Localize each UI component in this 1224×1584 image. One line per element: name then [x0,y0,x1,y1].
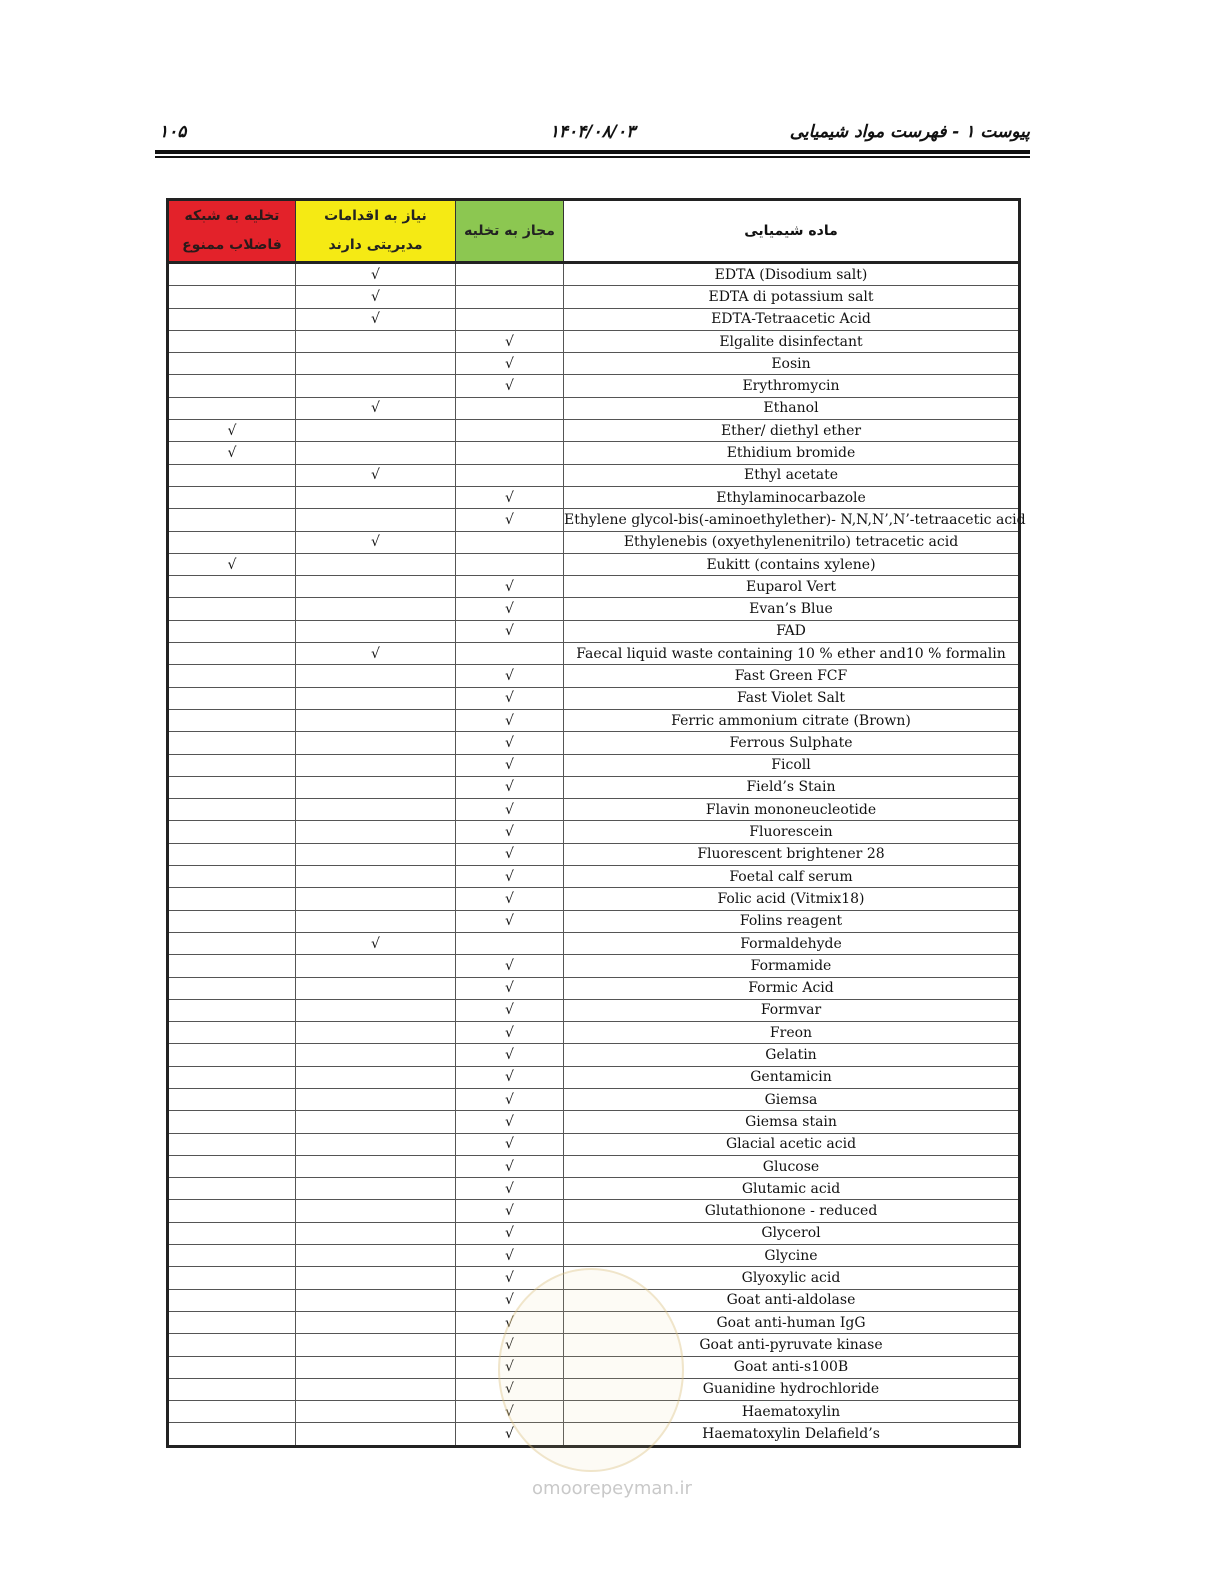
table-row [168,553,1020,575]
mark-prohibited [168,1022,296,1044]
mark-management [296,999,456,1021]
mark-permitted [456,420,564,442]
chemical-name: Fluorescein [564,821,1020,843]
table-row [168,531,1020,553]
chemical-name: Glycine [564,1245,1020,1267]
mark-management [296,821,456,843]
chemical-name: Eosin [564,353,1020,375]
mark-management [296,754,456,776]
chemical-name: Folic acid (Vitmix18) [564,888,1020,910]
mark-management [296,1356,456,1378]
chemical-name: Foetal calf serum [564,866,1020,888]
chemical-name: Goat anti-s100B [564,1356,1020,1378]
chemical-name: Flavin mononeucleotide [564,799,1020,821]
mark-management: √ [296,397,456,419]
mark-management [296,553,456,575]
chemical-name: Giemsa [564,1088,1020,1110]
page-number: ۱۰۵ [159,122,187,142]
mark-permitted: √ [456,620,564,642]
mark-permitted: √ [456,910,564,932]
mark-prohibited [168,263,296,286]
table-header-row [168,200,1020,263]
mark-management [296,776,456,798]
table-row [168,932,1020,954]
mark-prohibited [168,509,296,531]
mark-prohibited [168,531,296,553]
mark-prohibited [168,776,296,798]
table-row [168,709,1020,731]
chemical-name: EDTA (Disodium salt) [564,263,1020,286]
mark-prohibited [168,1155,296,1177]
mark-prohibited [168,598,296,620]
mark-prohibited [168,1088,296,1110]
chemical-name: Haematoxylin Delafield’s [564,1423,1020,1446]
mark-prohibited [168,464,296,486]
table-row [168,308,1020,330]
table-row [168,754,1020,776]
chemical-name: Guanidine hydrochloride [564,1378,1020,1400]
chemical-name: Goat anti-aldolase [564,1289,1020,1311]
mark-permitted: √ [456,1222,564,1244]
watermark-text: omoorepeyman.ir [532,1478,692,1499]
chemical-name: Faecal liquid waste containing 10 % ether and10 % formalin [564,643,1020,665]
table-row [168,509,1020,531]
mark-prohibited [168,955,296,977]
mark-management [296,1133,456,1155]
mark-permitted [456,553,564,575]
mark-permitted [456,263,564,286]
chemical-name: Field’s Stain [564,776,1020,798]
mark-permitted: √ [456,1245,564,1267]
mark-permitted [456,442,564,464]
mark-permitted [456,397,564,419]
table-row [168,1111,1020,1133]
mark-management [296,665,456,687]
chemical-name: Gelatin [564,1044,1020,1066]
mark-management [296,353,456,375]
mark-permitted: √ [456,776,564,798]
mark-permitted: √ [456,866,564,888]
mark-prohibited: √ [168,420,296,442]
mark-management: √ [296,263,456,286]
mark-management [296,732,456,754]
mark-permitted: √ [456,576,564,598]
mark-permitted: √ [456,1267,564,1289]
mark-prohibited [168,732,296,754]
table-row [168,1245,1020,1267]
mark-prohibited [168,687,296,709]
mark-prohibited [168,1044,296,1066]
chemical-name: Gentamicin [564,1066,1020,1088]
mark-management [296,486,456,508]
mark-prohibited [168,1378,296,1400]
mark-management: √ [296,286,456,308]
chemical-name: Glacial acetic acid [564,1133,1020,1155]
mark-permitted: √ [456,1289,564,1311]
mark-management [296,888,456,910]
table-row [168,420,1020,442]
mark-management: √ [296,308,456,330]
table-row [168,821,1020,843]
mark-management [296,1044,456,1066]
table-row [168,776,1020,798]
table-row [168,1044,1020,1066]
mark-management [296,1088,456,1110]
mark-management [296,910,456,932]
mark-prohibited [168,799,296,821]
mark-management [296,799,456,821]
mark-management [296,509,456,531]
mark-prohibited [168,977,296,999]
watermark-seal [498,1268,684,1472]
table-row [168,620,1020,642]
mark-prohibited [168,888,296,910]
mark-permitted: √ [456,1111,564,1133]
table-row [168,866,1020,888]
mark-permitted: √ [456,665,564,687]
mark-prohibited [168,1133,296,1155]
document-date: ۱۴۰۴/۰۸/۰۳ [549,122,636,142]
mark-permitted [456,286,564,308]
mark-permitted: √ [456,977,564,999]
table-row [168,888,1020,910]
mark-management [296,709,456,731]
table-row [168,665,1020,687]
table-row [168,1022,1020,1044]
mark-prohibited [168,576,296,598]
mark-prohibited [168,1423,296,1446]
mark-management [296,977,456,999]
chemical-name: Formaldehyde [564,932,1020,954]
chemical-name: Ethyl acetate [564,464,1020,486]
table-row [168,330,1020,352]
mark-permitted: √ [456,999,564,1021]
mark-management [296,1178,456,1200]
table-row [168,576,1020,598]
mark-prohibited [168,620,296,642]
chemical-name: Formamide [564,955,1020,977]
chemical-name: Formvar [564,999,1020,1021]
chemical-name: EDTA di potassium salt [564,286,1020,308]
chemical-name: Ficoll [564,754,1020,776]
mark-management [296,598,456,620]
mark-prohibited [168,1111,296,1133]
mark-permitted: √ [456,1022,564,1044]
mark-permitted: √ [456,509,564,531]
mark-prohibited [168,643,296,665]
mark-prohibited [168,1267,296,1289]
mark-prohibited [168,709,296,731]
mark-prohibited [168,1066,296,1088]
chemical-name: Ferrous Sulphate [564,732,1020,754]
mark-prohibited [168,910,296,932]
mark-prohibited [168,1401,296,1423]
mark-prohibited [168,308,296,330]
mark-permitted: √ [456,799,564,821]
table-row [168,732,1020,754]
table-row [168,442,1020,464]
mark-management [296,375,456,397]
table-row [168,263,1020,286]
mark-prohibited [168,1356,296,1378]
mark-management: √ [296,464,456,486]
mark-management [296,420,456,442]
mark-prohibited [168,1178,296,1200]
mark-permitted: √ [456,821,564,843]
chemical-name: Ethylaminocarbazole [564,486,1020,508]
chemical-name: Evan’s Blue [564,598,1020,620]
header-rule-thick [155,150,1030,154]
chemical-name: EDTA-Tetraacetic Acid [564,308,1020,330]
chemical-name: Glyoxylic acid [564,1267,1020,1289]
mark-management [296,1066,456,1088]
mark-prohibited [168,1334,296,1356]
chemical-name: Freon [564,1022,1020,1044]
mark-permitted [456,643,564,665]
table-row [168,687,1020,709]
mark-prohibited: √ [168,442,296,464]
mark-prohibited [168,843,296,865]
mark-management [296,1245,456,1267]
mark-management [296,1401,456,1423]
mark-permitted: √ [456,1088,564,1110]
mark-prohibited [168,932,296,954]
mark-management [296,330,456,352]
mark-management [296,620,456,642]
mark-prohibited [168,486,296,508]
chemical-name: Euparol Vert [564,576,1020,598]
chemical-name: Glycerol [564,1222,1020,1244]
mark-permitted: √ [456,330,564,352]
chemical-name: Ethidium bromide [564,442,1020,464]
mark-management [296,576,456,598]
mark-permitted: √ [456,955,564,977]
mark-prohibited [168,286,296,308]
table-row [168,353,1020,375]
mark-permitted: √ [456,843,564,865]
table-row [168,464,1020,486]
mark-management [296,1334,456,1356]
mark-management [296,1155,456,1177]
mark-permitted: √ [456,709,564,731]
mark-permitted [456,308,564,330]
table-row [168,1066,1020,1088]
table-row [168,843,1020,865]
mark-management [296,1200,456,1222]
chemical-name: Ethanol [564,397,1020,419]
header-chemical-name: ماده شیمیایی [564,200,1020,263]
chemical-name: Ether/ diethyl ether [564,420,1020,442]
mark-permitted [456,932,564,954]
mark-permitted: √ [456,1423,564,1446]
mark-permitted: √ [456,1311,564,1333]
table-row [168,1178,1020,1200]
table-row [168,1088,1020,1110]
mark-permitted [456,531,564,553]
header-permitted: مجاز به تخلیه [456,200,564,263]
table-row [168,397,1020,419]
mark-management [296,1222,456,1244]
chemical-name: Erythromycin [564,375,1020,397]
table-row [168,1222,1020,1244]
table-row [168,910,1020,932]
page-header [155,118,1030,148]
mark-management [296,1311,456,1333]
mark-permitted: √ [456,1334,564,1356]
mark-management [296,1111,456,1133]
mark-management: √ [296,643,456,665]
chemical-name: Elgalite disinfectant [564,330,1020,352]
chemical-name: FAD [564,620,1020,642]
mark-permitted: √ [456,888,564,910]
mark-permitted: √ [456,598,564,620]
mark-permitted: √ [456,1401,564,1423]
mark-permitted: √ [456,687,564,709]
chemical-name: Fluorescent brightener 28 [564,843,1020,865]
mark-permitted: √ [456,486,564,508]
mark-prohibited [168,1222,296,1244]
chemical-name: Formic Acid [564,977,1020,999]
mark-permitted: √ [456,1356,564,1378]
chemical-name: Haematoxylin [564,1401,1020,1423]
table-row [168,486,1020,508]
mark-prohibited [168,1311,296,1333]
mark-prohibited [168,330,296,352]
header-management: نیاز به اقدامات مدیریتی دارند [296,200,456,263]
table-row [168,286,1020,308]
mark-management [296,1022,456,1044]
document-title: پیوست ۱ - فهرست مواد شیمیایی [789,122,1030,142]
chemical-name: Fast Green FCF [564,665,1020,687]
mark-permitted: √ [456,1066,564,1088]
mark-permitted: √ [456,732,564,754]
header-rule-thin [155,156,1030,158]
mark-prohibited [168,866,296,888]
mark-management: √ [296,932,456,954]
table-row [168,1155,1020,1177]
mark-prohibited [168,999,296,1021]
mark-management [296,1423,456,1446]
table-row [168,1133,1020,1155]
mark-permitted: √ [456,1044,564,1066]
chemical-name: Eukitt (contains xylene) [564,553,1020,575]
mark-prohibited [168,375,296,397]
mark-permitted [456,464,564,486]
mark-management [296,442,456,464]
chemicals-table [166,198,1026,1448]
table-row [168,799,1020,821]
mark-prohibited [168,754,296,776]
mark-management: √ [296,531,456,553]
mark-permitted: √ [456,754,564,776]
mark-permitted: √ [456,353,564,375]
chemical-name: Goat anti-pyruvate kinase [564,1334,1020,1356]
mark-prohibited [168,665,296,687]
chemical-name: Glutathionone - reduced [564,1200,1020,1222]
mark-permitted: √ [456,1378,564,1400]
mark-management [296,687,456,709]
table-row [168,955,1020,977]
mark-management [296,843,456,865]
mark-prohibited [168,1245,296,1267]
mark-management [296,955,456,977]
mark-management [296,1378,456,1400]
table-row [168,643,1020,665]
header-prohibited: تخلیه به شبکه فاضلاب ممنوع [168,200,296,263]
mark-permitted: √ [456,1155,564,1177]
table-row [168,375,1020,397]
mark-prohibited [168,353,296,375]
mark-permitted: √ [456,1178,564,1200]
mark-prohibited [168,1200,296,1222]
mark-management [296,1289,456,1311]
mark-management [296,1267,456,1289]
mark-permitted: √ [456,375,564,397]
chemical-name: Fast Violet Salt [564,687,1020,709]
table-row [168,999,1020,1021]
chemical-name: Glucose [564,1155,1020,1177]
chemical-name: Ethylenebis (oxyethylenenitrilo) tetracetic acid [564,531,1020,553]
table-row [168,598,1020,620]
mark-prohibited [168,1289,296,1311]
mark-prohibited: √ [168,553,296,575]
chemical-name: Ferric ammonium citrate (Brown) [564,709,1020,731]
mark-permitted: √ [456,1133,564,1155]
mark-prohibited [168,821,296,843]
chemical-name: Goat anti-human IgG [564,1311,1020,1333]
table-row [168,1200,1020,1222]
chemical-name: Ethylene glycol-bis(-aminoethylether)- N,N,N’,N’-tetraacetic acid [564,509,1020,531]
chemical-name: Glutamic acid [564,1178,1020,1200]
chemical-name: Folins reagent [564,910,1020,932]
mark-prohibited [168,397,296,419]
table-row [168,977,1020,999]
mark-management [296,866,456,888]
mark-permitted: √ [456,1200,564,1222]
chemical-name: Giemsa stain [564,1111,1020,1133]
